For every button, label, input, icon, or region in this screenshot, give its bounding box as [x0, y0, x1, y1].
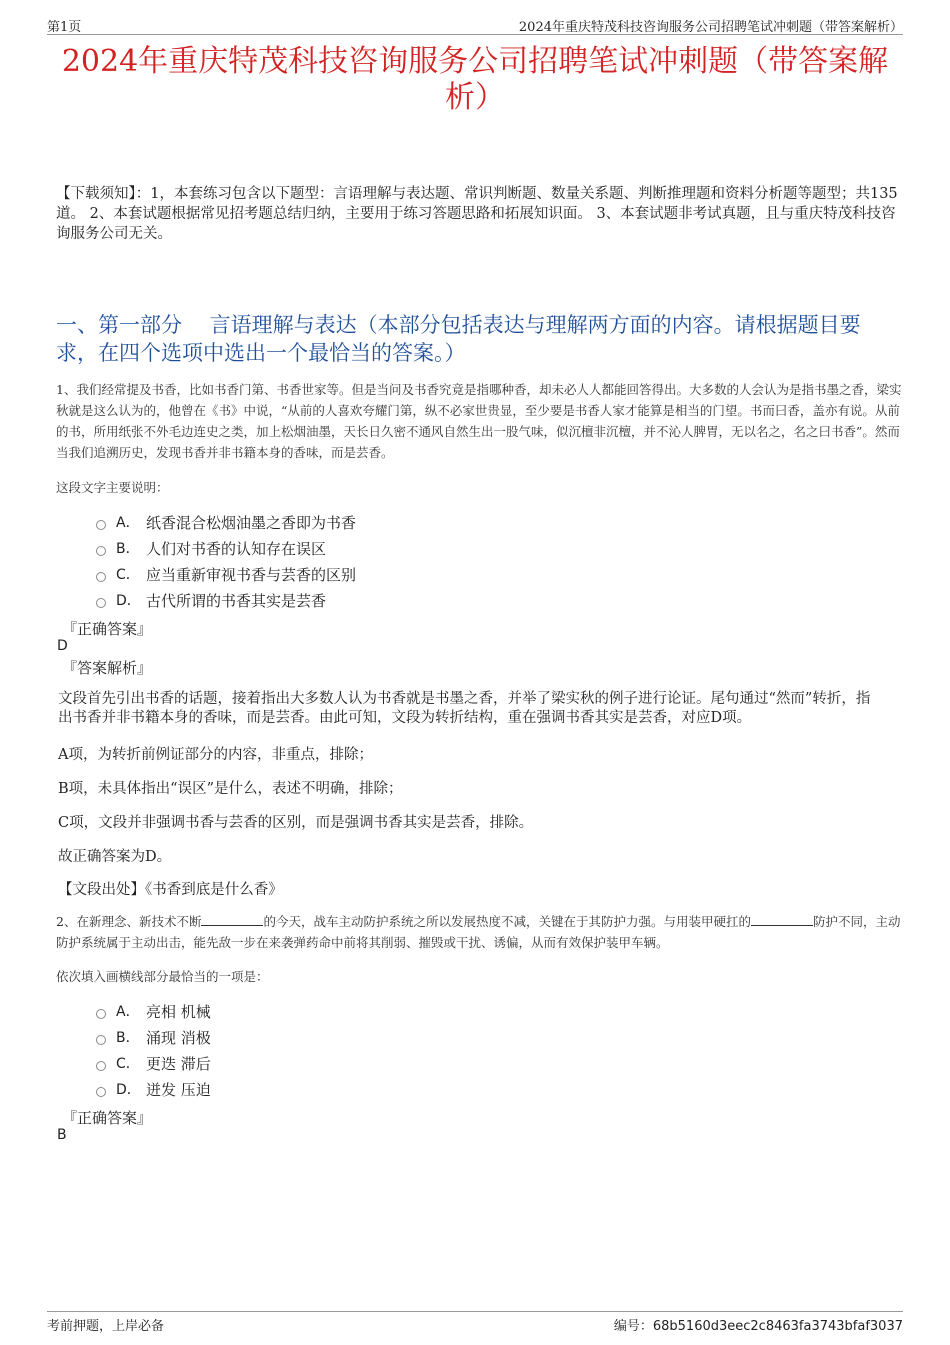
section-title: 一、第一部分 言语理解与表达（本部分包括表达与理解两方面的内容。请根据题目要求，在四个选项中选出一个最恰当的答案。） [56, 313, 861, 365]
option-text: 应当重新审视书香与芸香的区别 [146, 565, 357, 584]
question-2-text-b: 的今天，战车主动防护系统之所以发展热度不减，关键在于其防护力强。与用装甲硬扛的 [263, 914, 751, 929]
option-letter: A． [116, 1004, 140, 1020]
analysis-note-a: A项，为转折前例证部分的内容，非重点，排除； [58, 747, 373, 763]
option-b[interactable] [96, 535, 356, 561]
analysis-text: 文段首先引出书香的话题，接着指出大多数人认为书香就是书墨之香，并举了梁实秋的例子进行论证。尾句通过“然而”转折，指出书香并非书籍本身的香味，而是芸香。由此可知，文段为转折结构，重在强调书香其实是芸香，对应D项。 [58, 691, 871, 726]
question-1-text: 1、我们经常提及书香，比如书香门第、书香世家等。但是当问及书香究竟是指哪种香，却未必人人都能回答得出。大多数的人会认为是指书墨之香，梁实秋就是这么认为的，他曾在《书》中说，“从前的人喜欢夸耀门第，纵不必家世贵显，至少要是书香人家才能算是相当的门望。书而曰香，盖亦有说。从前的书，所用纸张不外毛边连史之类，加上松烟油墨，天长日久密不通风自然生出一股气味，似沉檀非沉檀，并不沁人脾胃，无以名之，名之曰书香”。然而当我们追溯历史，发现书香并非书籍本身的香味，而是芸香。 [56, 382, 902, 460]
text-source: 【文段出处】《书香到底是什么香》 [58, 882, 283, 898]
question-1-options [96, 509, 356, 613]
question-2-text-c: 防护不同，主动防护系统属于主动出击，能先敌一步在来袭弹药命中前将其削弱、摧毁或干扰、诱偏，从而有效保护装甲车辆。 [56, 914, 901, 950]
footer-code-value: 68b5160d3eec2c8463fa3743bfaf3037 [652, 1319, 903, 1334]
option-d[interactable] [96, 587, 356, 613]
document-title: 2024年重庆特茂科技咨询服务公司招聘笔试冲刺题（带答案解析） [61, 44, 889, 115]
answer-label: 『正确答案』 [62, 1109, 153, 1127]
option-text: 涌现 消极 [146, 1028, 211, 1047]
option-letter: D． [116, 1082, 141, 1098]
footer-code [614, 1315, 903, 1334]
question-1-prompt: 这段文字主要说明： [56, 480, 169, 495]
footer-code-label: 编号： [613, 1319, 653, 1334]
option-letter: B． [116, 541, 140, 557]
page-number: 第1页 [47, 20, 82, 35]
option-text: 纸香混合松烟油墨之香即为书香 [146, 513, 357, 532]
answer-value: B [57, 1127, 67, 1143]
option-text: 迸发 压迫 [146, 1080, 211, 1099]
analysis-note-c: C项，文段并非强调书香与芸香的区别，而是强调书香其实是芸香，排除。 [58, 815, 534, 831]
option-b[interactable] [96, 1024, 211, 1050]
radio-icon[interactable] [96, 598, 106, 608]
blank-1 [201, 912, 263, 926]
page-header [47, 14, 903, 35]
option-letter: A． [116, 515, 140, 531]
option-text: 人们对书香的认知存在误区 [146, 539, 327, 558]
radio-icon[interactable] [96, 1009, 106, 1019]
radio-icon[interactable] [96, 572, 106, 582]
question-2-text [56, 911, 903, 953]
answer-label: 『正确答案』 [62, 620, 153, 638]
question-2-text-a: 2、在新理念、新技术不断 [56, 914, 202, 929]
analysis-conclusion: 故正确答案为D。 [58, 849, 172, 865]
answer-value: D [57, 638, 68, 654]
option-text: 亮相 机械 [146, 1002, 211, 1021]
option-letter: B． [116, 1030, 140, 1046]
radio-icon[interactable] [96, 1087, 106, 1097]
blank-2 [751, 912, 813, 926]
header-doc-title: 2024年重庆特茂科技咨询服务公司招聘笔试冲刺题（带答案解析） [518, 20, 903, 35]
footer-slogan: 考前押题，上岸必备 [47, 1319, 165, 1334]
option-letter: C． [116, 1056, 140, 1072]
question-2-prompt: 依次填入画横线部分最恰当的一项是： [56, 969, 269, 984]
option-c[interactable] [96, 1050, 211, 1076]
radio-icon[interactable] [96, 1035, 106, 1045]
radio-icon[interactable] [96, 1061, 106, 1071]
radio-icon[interactable] [96, 546, 106, 556]
radio-icon[interactable] [96, 520, 106, 530]
option-letter: D． [116, 593, 141, 609]
page-footer [47, 1311, 903, 1332]
option-c[interactable] [96, 561, 356, 587]
option-a[interactable] [96, 998, 211, 1024]
analysis-label: 『答案解析』 [62, 659, 153, 677]
download-notice: 【下载须知】：1，本套练习包含以下题型：言语理解与表达题、常识判断题、数量关系题、判断推理题和资料分析题等题型；共135道。 2、本套试题根据常见招考题总结归纳，主要用于练习答题思路和拓展知识面。 3、本套试题非考试真题，且与重庆特茂科技咨询服务公司无关。 [56, 186, 898, 242]
option-text: 更迭 滞后 [146, 1054, 211, 1073]
option-a[interactable] [96, 509, 356, 535]
option-letter: C． [116, 567, 140, 583]
option-text: 古代所谓的书香其实是芸香 [146, 591, 327, 610]
question-2-options [96, 998, 211, 1102]
option-d[interactable] [96, 1076, 211, 1102]
analysis-note-b: B项，未具体指出“误区”是什么，表述不明确，排除； [58, 781, 403, 797]
